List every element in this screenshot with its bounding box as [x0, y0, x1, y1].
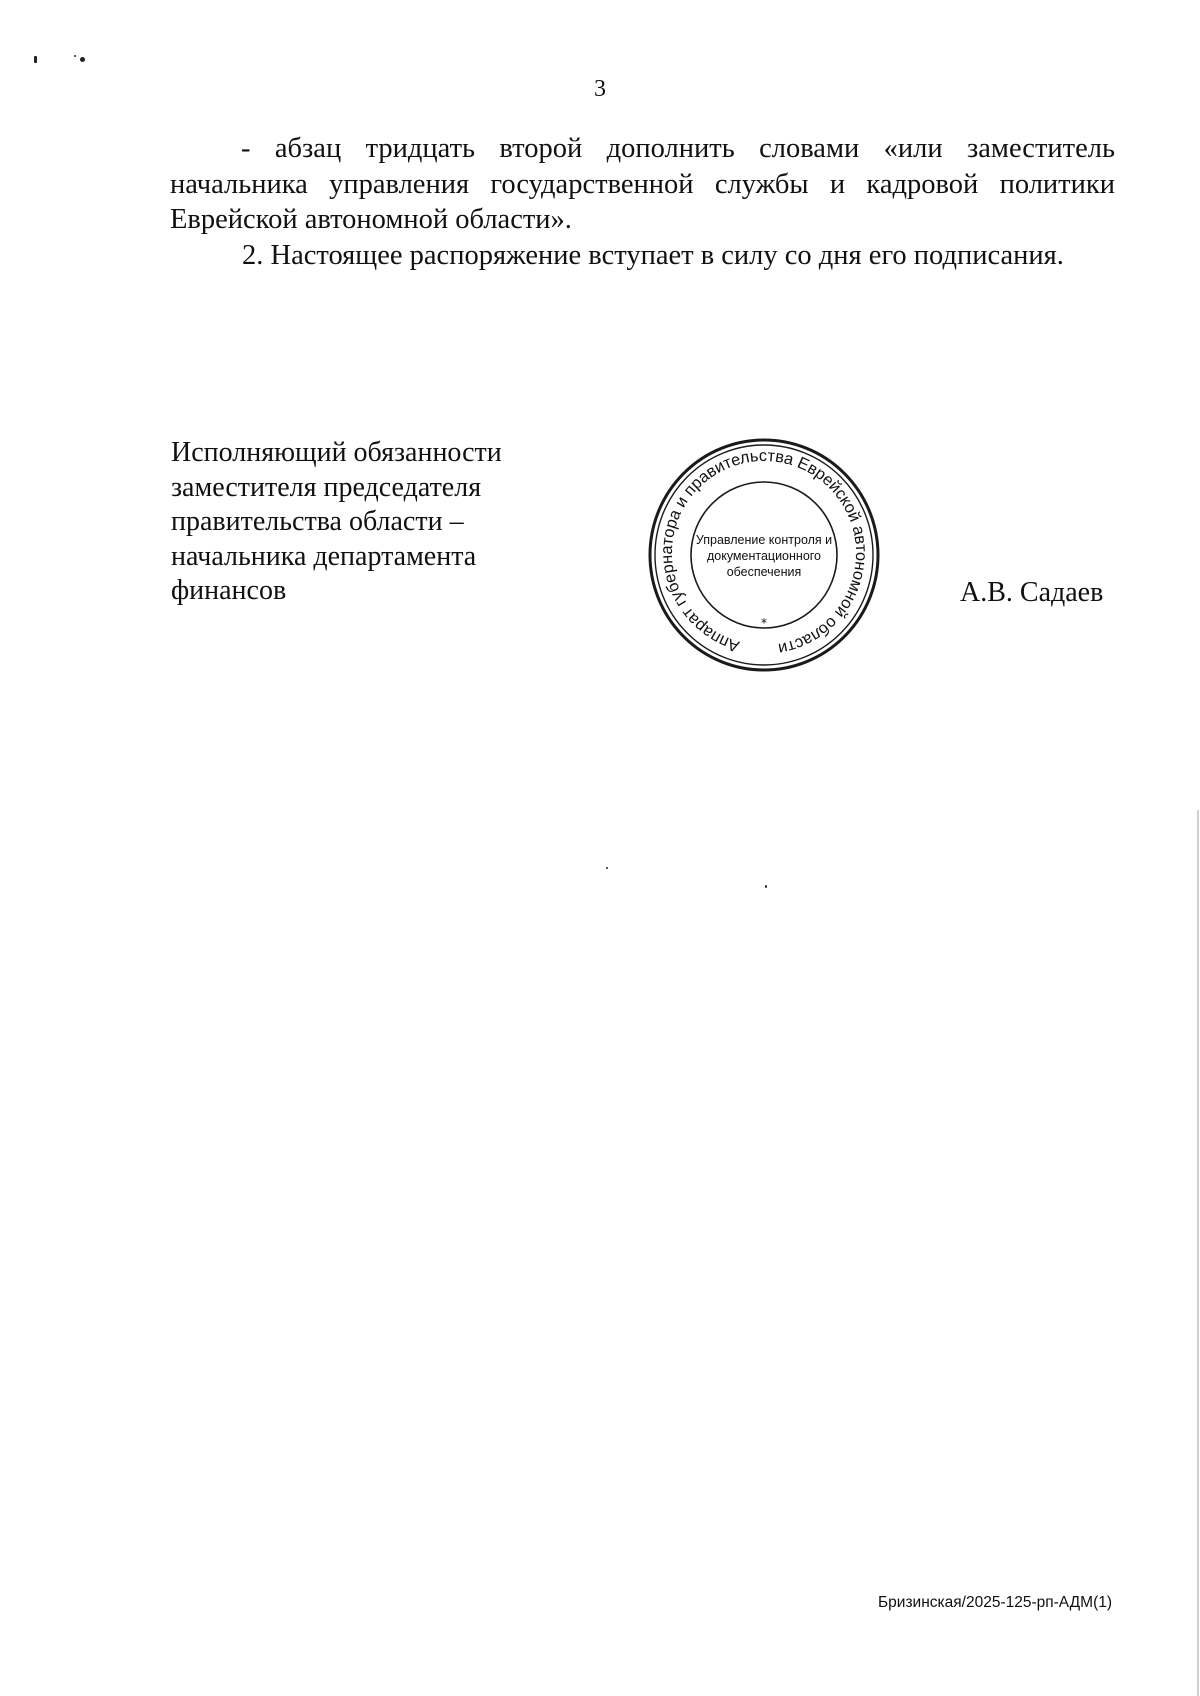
scan-speck: [80, 57, 85, 62]
official-stamp: [648, 437, 880, 673]
stamp-center-line: документационного: [706, 549, 822, 563]
paragraph-effective-date: 2. Настоящее распоряжение вступает в силу со дня его подписания.: [242, 239, 1064, 271]
signer-position-line: начальника департамента: [171, 540, 477, 572]
signer-position-line: финансов: [171, 575, 287, 606]
signer-position-line: правительства области –: [171, 506, 464, 537]
paragraph-amendment: - абзац тридцать второй дополнить словами «или заместитель начальника управления государственной службы и кадровой политики Еврейской автономной области».: [170, 133, 1115, 235]
scan-speck: [74, 55, 76, 57]
signer-name: А.В. Садаев: [960, 577, 1104, 608]
scan-speck: [606, 867, 608, 869]
stamp-ring-text: Аппарат губернатора и правительства Еврейской автономной области: [657, 446, 871, 658]
document-code: Бризинская/2025-125-рп-АДМ(1): [878, 1594, 1113, 1611]
stamp-star: *: [761, 616, 767, 630]
stamp-center-line: Управление контроля и: [695, 533, 833, 547]
signer-position-line: Исполняющий обязанности: [171, 437, 502, 468]
document-body: [170, 131, 1115, 273]
scan-speck: [765, 885, 767, 888]
signer-position-line: заместителя председателя: [171, 471, 482, 503]
stamp-center-line: обеспечения: [726, 565, 802, 579]
signer-position: [171, 436, 591, 609]
scan-speck: [34, 56, 37, 63]
scan-edge-line: [1197, 810, 1199, 1696]
page-number: 3: [594, 76, 606, 102]
